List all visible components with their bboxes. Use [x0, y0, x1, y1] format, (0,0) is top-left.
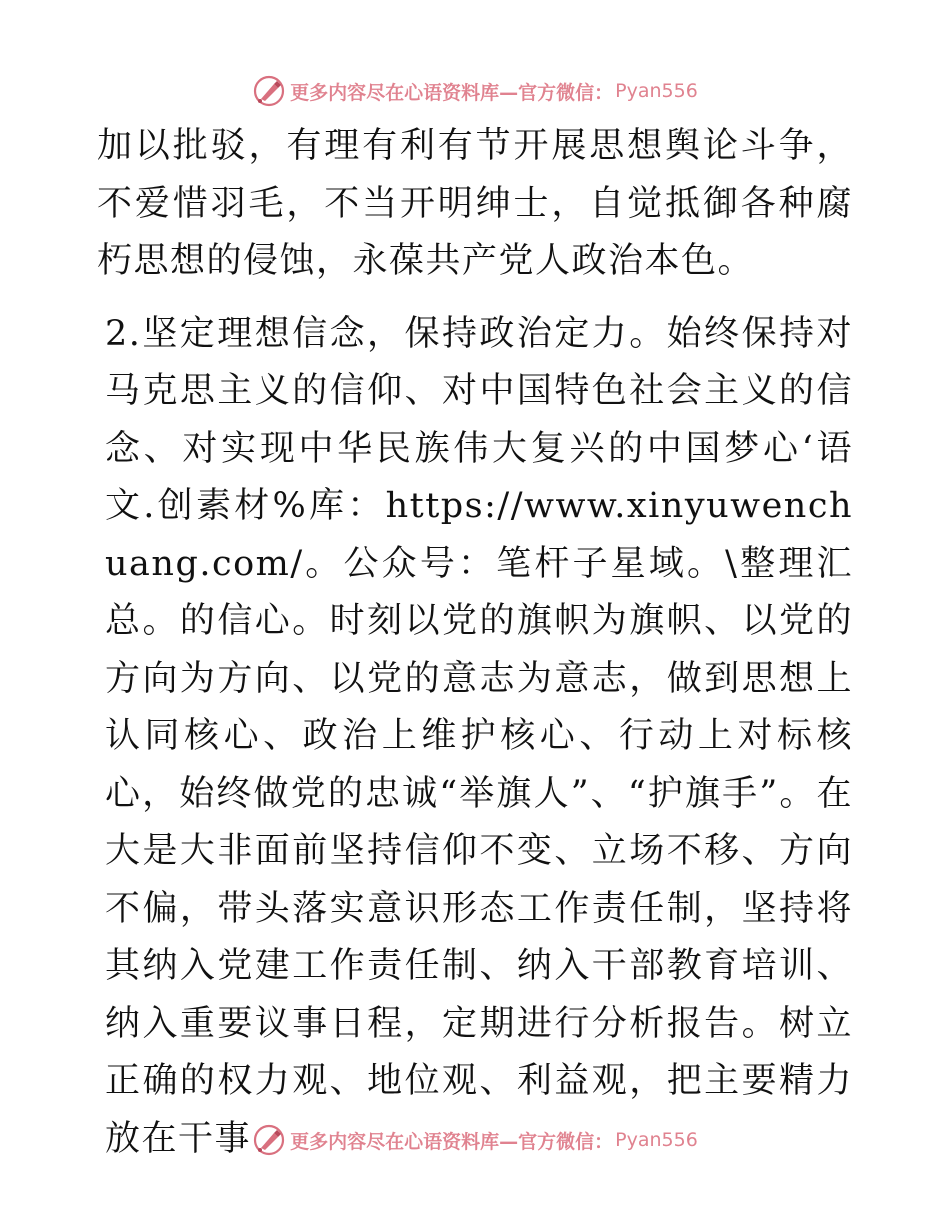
watermark-label: 更多内容尽在心语资料库—官方微信：	[290, 81, 614, 104]
paragraph-continued: 加以批驳，有理有利有节开展思想舆论斗争，不爱惜羽毛，不当开明绅士，自觉抵御各种腐朽思想的侵蚀，永葆共产党人政治本色。	[97, 126, 853, 281]
header-watermark	[0, 73, 950, 109]
document-body	[97, 118, 853, 1168]
watermark-wechat-id: Pyan556	[615, 80, 698, 102]
paragraph-section-2: 2.坚定理想信念，保持政治定力。始终保持对马克思主义的信仰、对中国特色社会主义的信念、对实现中华民族伟大复兴的中国梦心‘语文.创素材%库：https://www.xinyuwenchuang.com/。公众号：笔杆子星域。\整理汇总。的信心。时刻以党的旗帜为旗帜、以党的方向为方向、以党的意志为意志，做到思想上认同核心、政治上维护核心、行动上对标核心，始终做党的忠诚“举旗人”、“护旗手”。在大是大非面前坚持信仰不变、立场不移、方向不偏，带头落实意识形态工作责任制，坚持将其纳入党建工作责任制、纳入干部教育培训、纳入重要议事日程，定期进行分析报告。树立正确的权力观、地位观、利益观，把主要精力放在干事	[105, 313, 853, 1159]
pen-nib-logo-icon	[252, 74, 286, 108]
watermark-label: 更多内容尽在心语资料库—官方微信：	[290, 1130, 614, 1153]
footer-watermark	[0, 1122, 950, 1158]
pen-nib-logo-icon	[252, 1123, 286, 1157]
watermark-wechat-id: Pyan556	[615, 1129, 698, 1151]
